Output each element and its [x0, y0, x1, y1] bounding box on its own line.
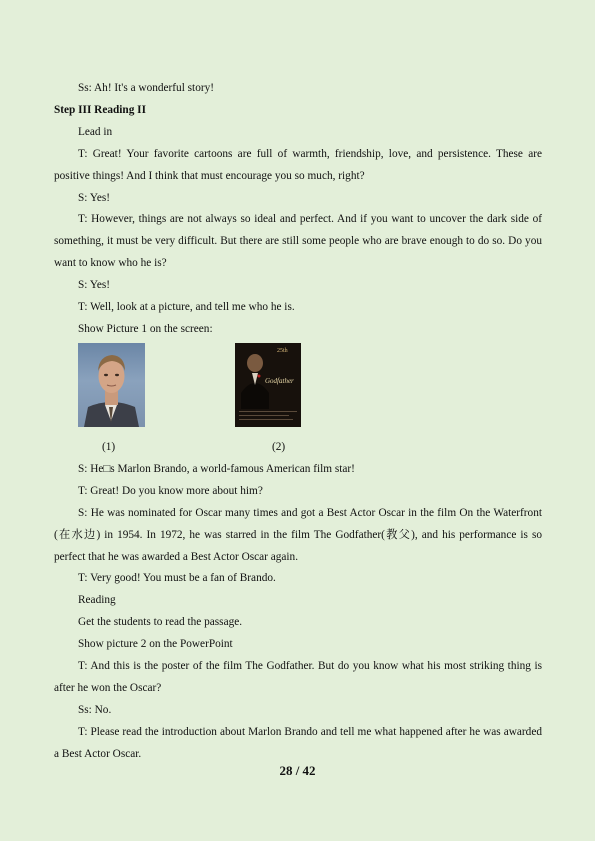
poster-title: Godfather — [265, 376, 294, 385]
document-body — [54, 78, 542, 766]
paragraph: T: Great! Do you know more about him? — [78, 484, 263, 497]
page-number: 28 / 42 — [279, 763, 316, 778]
paragraph: Show picture 2 on the PowerPoint — [78, 638, 233, 651]
poster-badge: 25th — [277, 347, 288, 354]
section-heading: Step III Reading II — [54, 103, 146, 116]
paragraph: Show Picture 1 on the screen: — [78, 322, 213, 335]
paragraph: Ss: No. — [78, 703, 112, 716]
paragraph: S: Yes! — [78, 191, 111, 204]
paragraph: T: And this is the poster of the film The Godfather. But do you know what his most striking thing is after he won the Oscar? — [54, 660, 542, 694]
paragraph: T: Great! Your favorite cartoons are full of warmth, friendship, love, and persistence. These are positive things! And I think that must encourage you so much, right? — [54, 147, 542, 182]
paragraph: Lead in — [78, 125, 113, 138]
godfather-poster — [235, 343, 301, 427]
figure-caption-2: (2) — [272, 440, 286, 453]
paragraph: Ss: Ah! It's a wonderful story! — [78, 82, 215, 94]
figure-row — [54, 341, 542, 437]
portrait-photo — [78, 343, 145, 427]
figure-caption-1: (1) — [102, 440, 116, 453]
paragraph: S: He□s Marlon Brando, a world-famous American film star! — [78, 462, 355, 475]
paragraph: S: He was nominated for Oscar many times and got a Best Actor Oscar in the film On the Waterfront (在水边) in 1954. In 1972, he was starred in the film The Godfather(教父), and his performance is so perfect that he was awarded a Best Actor Oscar again. — [54, 506, 542, 563]
paragraph: T: However, things are not always so ideal and perfect. And if you want to uncover the dark side of something, it must be very difficult. But there are still some people who are brave enough to do so. Do you want to know who he is? — [54, 213, 542, 270]
paragraph: S: Yes! — [78, 279, 111, 292]
paragraph: T: Please read the introduction about Marlon Brando and tell me what happened after he was awarded a Best Actor Oscar. — [54, 725, 542, 760]
portrait-illustration — [78, 343, 145, 427]
poster-illustration — [235, 343, 301, 427]
figure-captions — [54, 437, 542, 459]
paragraph: Get the students to read the passage. — [78, 616, 243, 629]
paragraph: T: Very good! You must be a fan of Brando. — [78, 572, 276, 585]
paragraph: Reading — [78, 594, 116, 607]
paragraph: T: Well, look at a picture, and tell me who he is. — [78, 301, 295, 314]
